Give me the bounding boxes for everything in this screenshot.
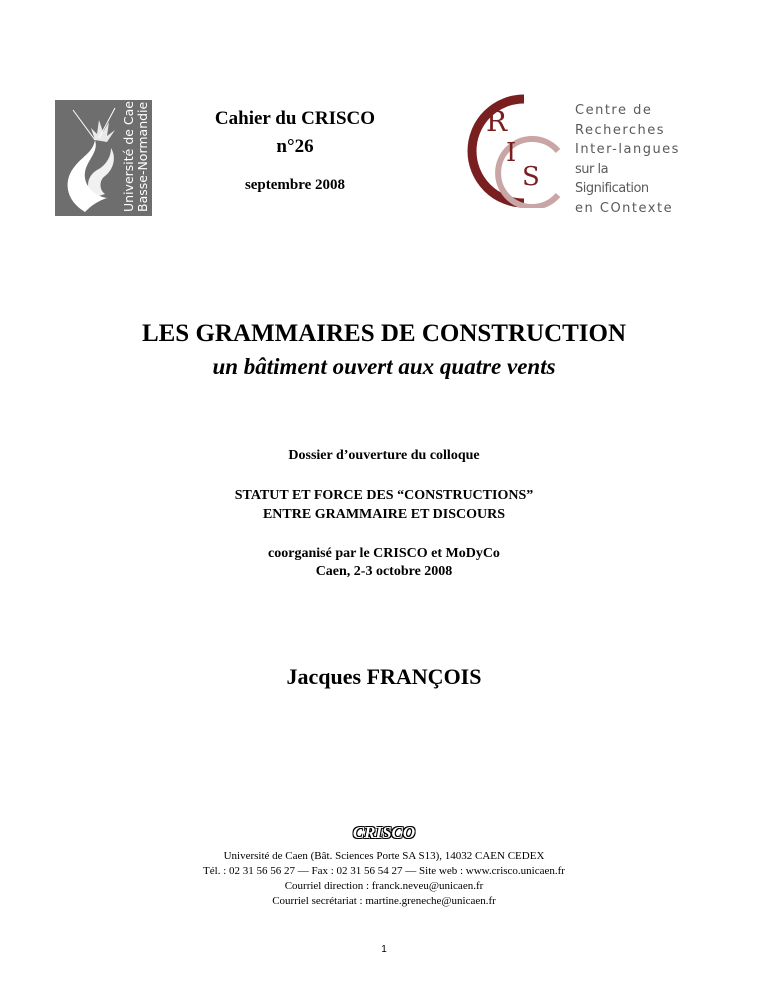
universite-de-caen-logo xyxy=(55,100,152,216)
conference-name-line1: STATUT ET FORCE DES “CONSTRUCTIONS” xyxy=(234,488,534,503)
author-name: Jacques FRANÇOIS xyxy=(286,664,482,689)
main-title: LES GRAMMAIRES DE CONSTRUCTION xyxy=(141,320,627,347)
unicaen-region: Basse-Normandie xyxy=(135,101,150,212)
cahier-header xyxy=(190,105,400,161)
crisco-letter-r: R xyxy=(486,105,508,138)
cahier-number: n°26 xyxy=(276,136,314,157)
crisco-letter-i: I xyxy=(506,138,517,168)
conference-name-line2: ENTRE GRAMMAIRE ET DISCOURS xyxy=(262,507,506,522)
crisco-word-1: Centre de xyxy=(575,103,653,118)
cahier-title: Cahier du CRISCO xyxy=(214,108,376,129)
footer-address: Université de Caen (Bât. Sciences Porte SA S13), 14032 CAEN CEDEX xyxy=(223,850,545,862)
footer-org-name: CRISCO xyxy=(352,823,416,842)
subtitle: un bâtiment ouvert aux quatre vents xyxy=(212,354,556,379)
crisco-word-5: en COntexte xyxy=(575,200,674,216)
dossier-label: Dossier d’ouverture du colloque xyxy=(288,448,480,463)
crisco-acronym-expansion xyxy=(575,101,685,218)
crisco-word-4: sur la Signification xyxy=(575,161,649,196)
page-number: 1 xyxy=(381,944,387,955)
cahier-date: septembre 2008 xyxy=(244,177,346,193)
unicaen-name: Université de Caen xyxy=(121,100,136,212)
crisco-letter-s: S xyxy=(522,162,540,192)
footer-email-direction: Courriel direction : franck.neveu@unicaen.fr xyxy=(284,880,484,892)
crisco-word-2: Recherches xyxy=(575,122,666,138)
conference-place-date: Caen, 2-3 octobre 2008 xyxy=(315,564,453,579)
footer-email-secretariat: Courriel secrétariat : martine.greneche@unicaen.fr xyxy=(272,895,496,907)
conference-organizers: coorganisé par le CRISCO et MoDyCo xyxy=(268,546,500,561)
crisco-logo xyxy=(462,93,572,208)
footer-contact: Tél. : 02 31 56 56 27 — Fax : 02 31 56 54 27 — Site web : www.crisco.unicaen.fr xyxy=(203,865,565,877)
crisco-word-3: Inter-langues xyxy=(575,142,680,157)
